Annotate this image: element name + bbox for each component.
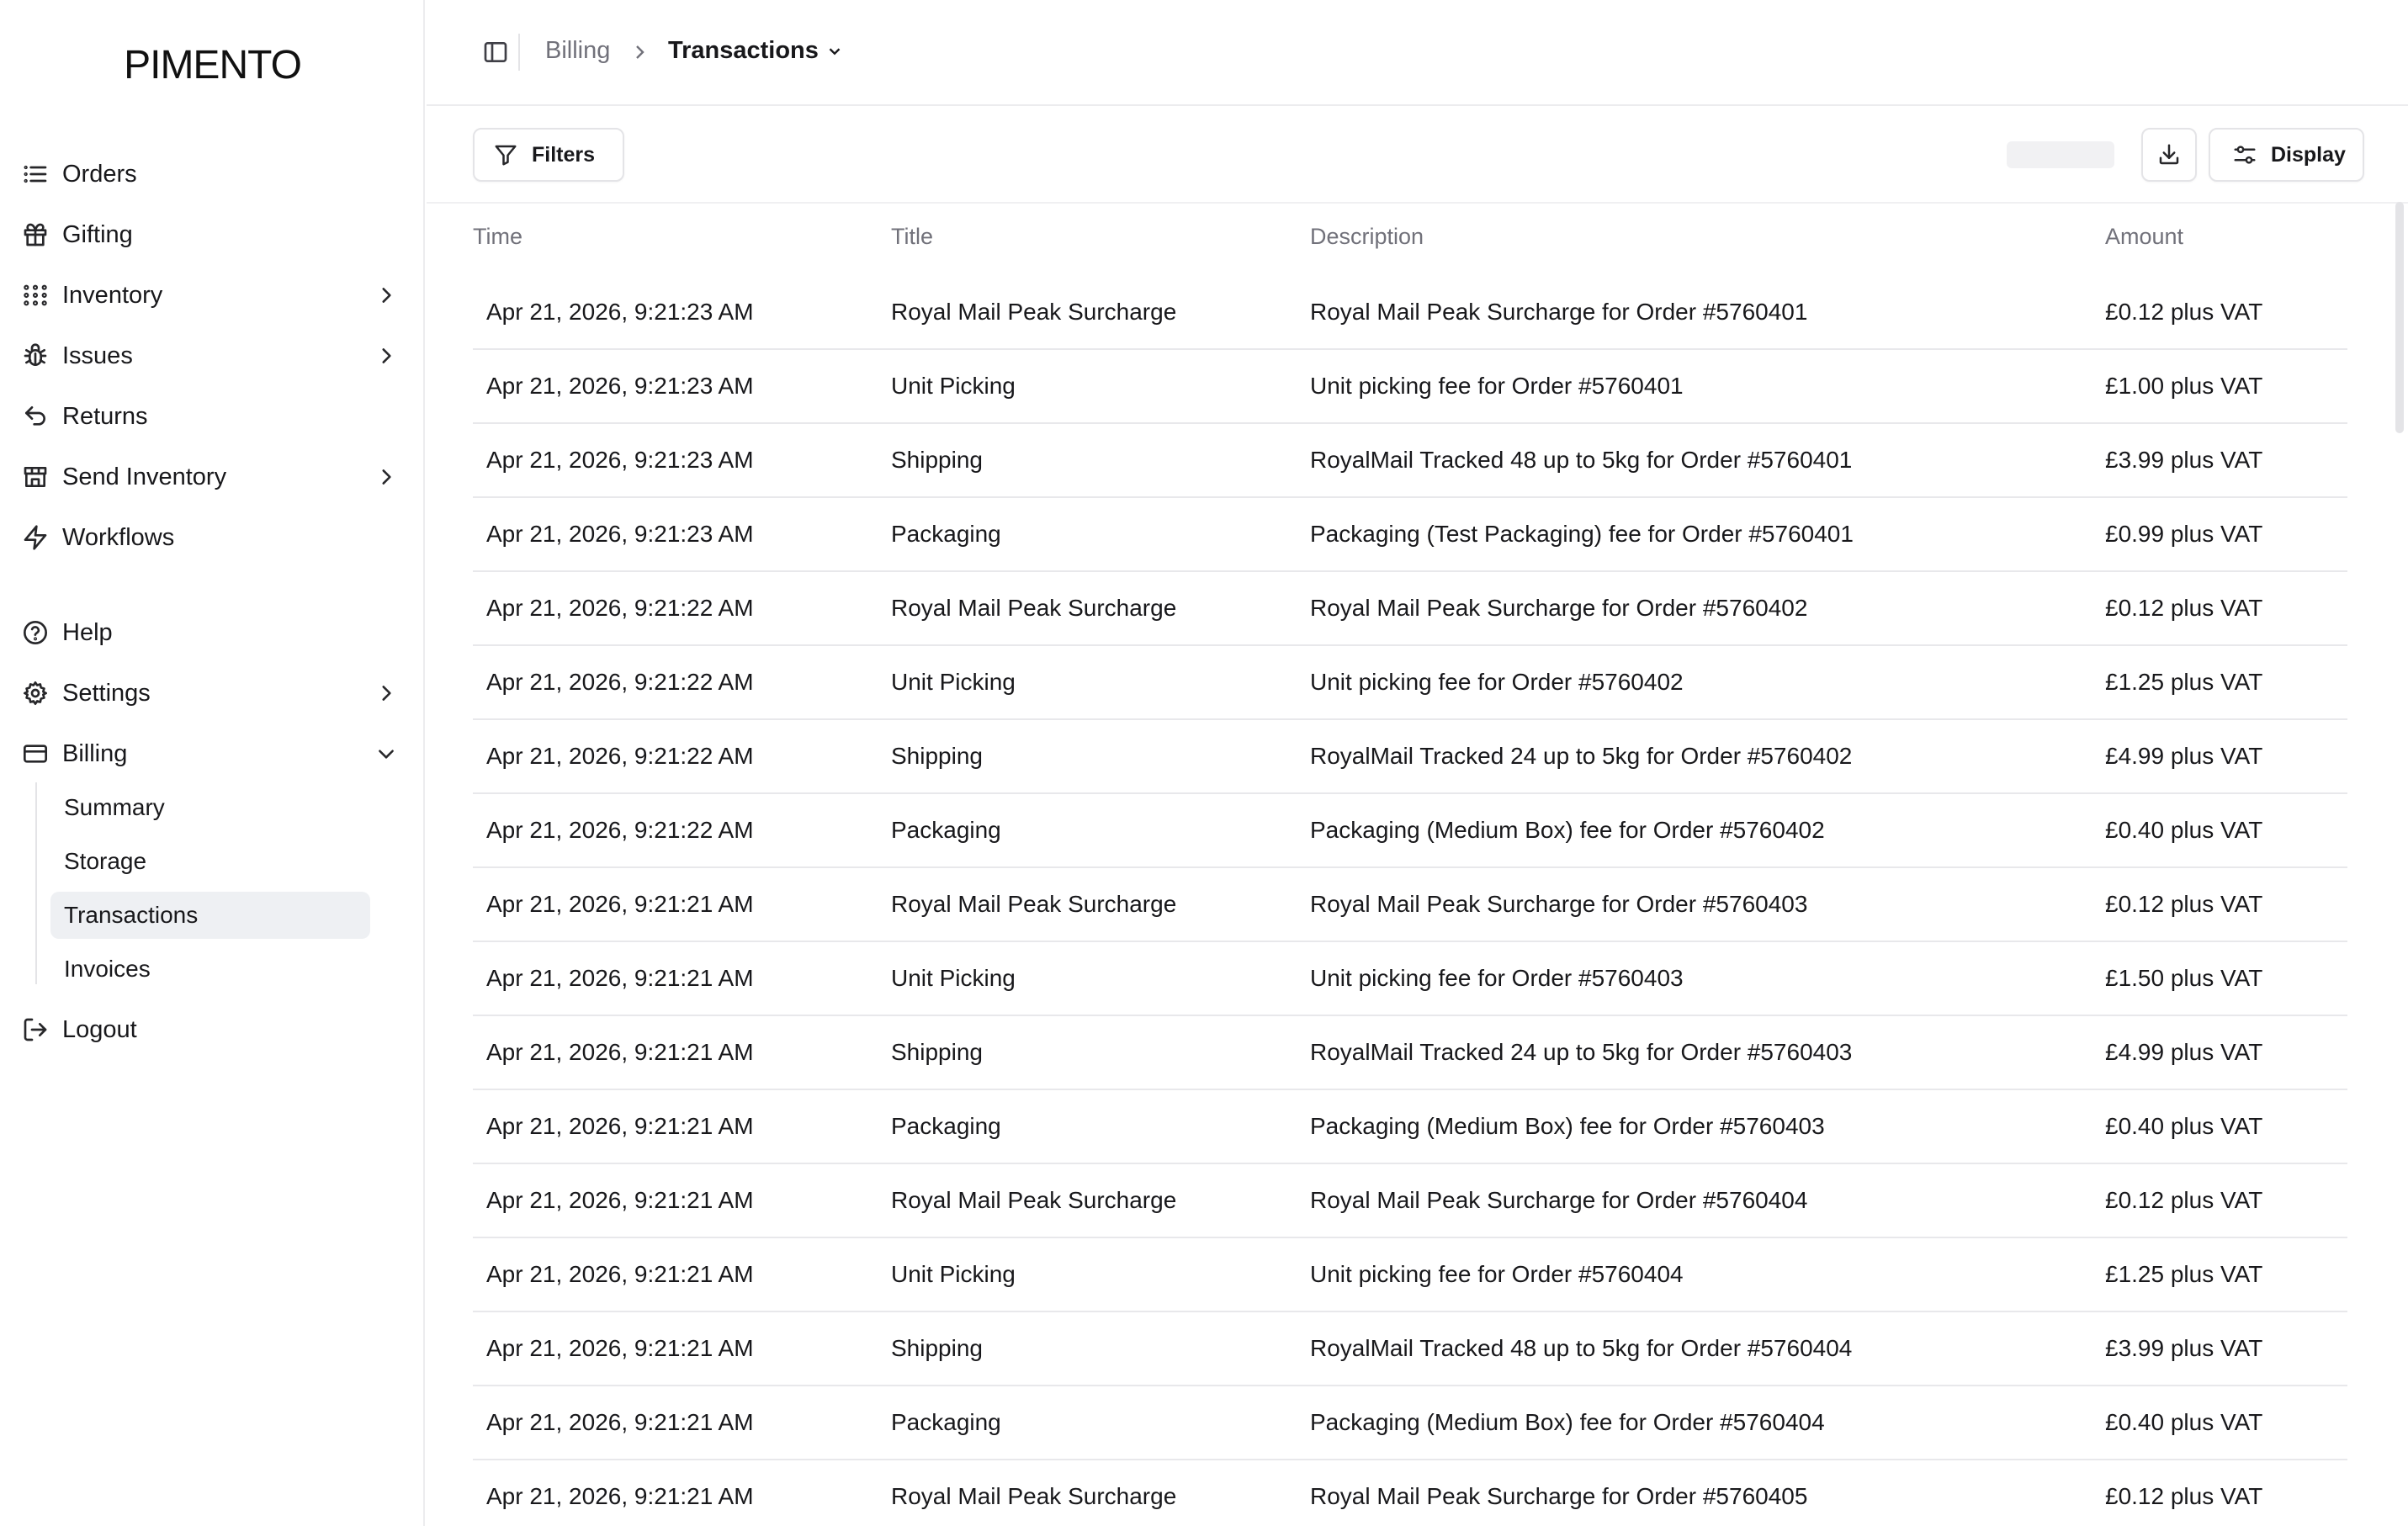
cell-title: Royal Mail Peak Surcharge — [891, 1483, 1177, 1509]
sidebar-item-billing[interactable] — [20, 729, 399, 779]
sidebar-item-label: Workflows — [62, 523, 175, 551]
cell-title: Unit Picking — [891, 669, 1016, 695]
cell-title: Unit Picking — [891, 965, 1016, 991]
cell-title: Royal Mail Peak Surcharge — [891, 891, 1177, 917]
lightning-icon — [20, 522, 50, 553]
cell-title: Packaging — [891, 1113, 1001, 1139]
sidebar-item-orders[interactable] — [20, 149, 399, 199]
cell-time: Apr 21, 2026, 9:21:23 AM — [486, 373, 754, 399]
sidebar-item-returns[interactable] — [20, 391, 399, 442]
chevron-down-icon — [825, 42, 844, 61]
display-label: Display — [2271, 142, 2346, 167]
sidebar-subitem-summary[interactable]: Summary — [64, 794, 165, 820]
cell-time: Apr 21, 2026, 9:21:21 AM — [486, 1113, 754, 1139]
cell-title: Shipping — [891, 1335, 983, 1361]
column-header-title[interactable]: Title — [891, 224, 934, 249]
return-arrow-icon — [20, 401, 50, 432]
cell-amount: £1.25 plus VAT — [2105, 1261, 2263, 1287]
sidebar-item-inventory[interactable] — [20, 270, 399, 321]
cell-title: Packaging — [891, 521, 1001, 547]
grid-dots-icon — [20, 280, 50, 310]
cell-amount: £1.25 plus VAT — [2105, 669, 2263, 695]
credit-card-icon — [20, 739, 50, 769]
column-header-time[interactable]: Time — [473, 224, 522, 249]
cell-description: RoyalMail Tracked 24 up to 5kg for Order #5760402 — [1310, 743, 1853, 769]
sidebar-item-label: Returns — [62, 402, 148, 430]
table-row[interactable] — [473, 350, 2347, 424]
cell-title: Unit Picking — [891, 373, 1016, 399]
table-row[interactable] — [473, 1238, 2347, 1312]
store-icon — [20, 462, 50, 492]
cell-description: Packaging (Medium Box) fee for Order #5760402 — [1310, 817, 1825, 843]
cell-description: Unit picking fee for Order #5760402 — [1310, 669, 1684, 695]
sidebar-item-label: Orders — [62, 160, 137, 188]
cell-amount: £0.40 plus VAT — [2105, 817, 2263, 843]
scrollbar[interactable] — [2395, 202, 2404, 433]
cell-time: Apr 21, 2026, 9:21:22 AM — [486, 595, 754, 621]
sidebar-subitem-transactions[interactable]: Transactions — [50, 892, 370, 939]
sidebar-subitem-invoices[interactable]: Invoices — [64, 956, 151, 982]
table-row[interactable] — [473, 1312, 2347, 1386]
sidebar-item-label: Inventory — [62, 281, 163, 309]
chevron-right-icon — [374, 681, 399, 706]
logout-icon — [20, 1015, 50, 1045]
table-row[interactable] — [473, 498, 2347, 572]
display-button[interactable] — [2209, 128, 2364, 182]
cell-time: Apr 21, 2026, 9:21:23 AM — [486, 299, 754, 325]
sliders-icon — [2232, 142, 2257, 167]
column-header-description[interactable]: Description — [1310, 224, 1424, 249]
breadcrumb-separator-icon — [628, 37, 651, 67]
cell-title: Unit Picking — [891, 1261, 1016, 1287]
table-row[interactable] — [473, 572, 2347, 646]
cell-time: Apr 21, 2026, 9:21:21 AM — [486, 1483, 754, 1509]
cell-time: Apr 21, 2026, 9:21:21 AM — [486, 1335, 754, 1361]
sidebar-toggle-button[interactable] — [473, 34, 520, 71]
sidebar — [0, 0, 425, 1526]
column-header-amount[interactable]: Amount — [2105, 224, 2184, 249]
cell-time: Apr 21, 2026, 9:21:21 AM — [486, 891, 754, 917]
chevron-right-icon — [374, 464, 399, 490]
cell-description: Royal Mail Peak Surcharge for Order #5760402 — [1310, 595, 1808, 621]
cell-description: Packaging (Medium Box) fee for Order #5760404 — [1310, 1409, 1825, 1435]
cell-amount: £0.12 plus VAT — [2105, 1187, 2263, 1213]
cell-time: Apr 21, 2026, 9:21:23 AM — [486, 521, 754, 547]
cell-time: Apr 21, 2026, 9:21:21 AM — [486, 1409, 754, 1435]
download-button[interactable] — [2141, 128, 2197, 182]
sidebar-subitem-storage[interactable]: Storage — [64, 848, 147, 874]
cell-title: Packaging — [891, 817, 1001, 843]
cell-time: Apr 21, 2026, 9:21:22 AM — [486, 743, 754, 769]
cell-amount: £0.12 plus VAT — [2105, 299, 2263, 325]
cell-description: Royal Mail Peak Surcharge for Order #5760404 — [1310, 1187, 1808, 1213]
breadcrumb-current[interactable] — [668, 37, 844, 65]
sidebar-item-send-inventory[interactable] — [20, 452, 399, 502]
toolbar-divider — [427, 202, 2408, 204]
cell-time: Apr 21, 2026, 9:21:21 AM — [486, 1261, 754, 1287]
gift-icon — [20, 220, 50, 250]
bug-icon — [20, 341, 50, 371]
cell-amount: £0.12 plus VAT — [2105, 1483, 2263, 1509]
filters-button[interactable] — [473, 128, 624, 182]
sidebar-item-help[interactable] — [20, 607, 399, 658]
cell-amount: £0.12 plus VAT — [2105, 595, 2263, 621]
filter-icon — [493, 142, 518, 167]
gear-icon — [20, 678, 50, 708]
cell-time: Apr 21, 2026, 9:21:21 AM — [486, 965, 754, 991]
table-row[interactable] — [473, 1164, 2347, 1238]
cell-time: Apr 21, 2026, 9:21:21 AM — [486, 1187, 754, 1213]
table-row[interactable] — [473, 424, 2347, 498]
cell-description: RoyalMail Tracked 24 up to 5kg for Order #5760403 — [1310, 1039, 1853, 1065]
cell-amount: £3.99 plus VAT — [2105, 447, 2263, 473]
table-row[interactable] — [473, 942, 2347, 1016]
table-row[interactable] — [473, 646, 2347, 720]
cell-amount: £3.99 plus VAT — [2105, 1335, 2263, 1361]
cell-description: Royal Mail Peak Surcharge for Order #5760403 — [1310, 891, 1808, 917]
cell-amount: £0.99 plus VAT — [2105, 521, 2263, 547]
loading-placeholder — [2007, 141, 2114, 168]
cell-description: Packaging (Test Packaging) fee for Order #5760401 — [1310, 521, 1854, 547]
cell-description: Unit picking fee for Order #5760401 — [1310, 373, 1684, 399]
cell-title: Shipping — [891, 447, 983, 473]
cell-amount: £4.99 plus VAT — [2105, 743, 2263, 769]
cell-amount: £0.12 plus VAT — [2105, 891, 2263, 917]
table-row[interactable] — [473, 1460, 2347, 1526]
sidebar-item-settings[interactable] — [20, 668, 399, 718]
cell-description: Unit picking fee for Order #5760404 — [1310, 1261, 1684, 1287]
breadcrumb-current-label: Transactions — [668, 37, 819, 64]
cell-description: Royal Mail Peak Surcharge for Order #5760401 — [1310, 299, 1808, 325]
sidebar-item-label: Billing — [62, 739, 128, 767]
cell-title: Royal Mail Peak Surcharge — [891, 1187, 1177, 1213]
chevron-right-icon — [374, 343, 399, 368]
table-row[interactable] — [473, 1016, 2347, 1090]
filters-label: Filters — [532, 142, 596, 167]
cell-title: Packaging — [891, 1409, 1001, 1435]
panel-left-icon — [482, 39, 509, 66]
cell-amount: £1.00 plus VAT — [2105, 373, 2263, 399]
table-row[interactable] — [473, 276, 2347, 350]
sidebar-item-label: Gifting — [62, 220, 133, 248]
sidebar-item-label: Settings — [62, 679, 151, 707]
chevron-down-icon — [374, 741, 399, 766]
sidebar-item-issues[interactable] — [20, 331, 399, 381]
cell-time: Apr 21, 2026, 9:21:22 AM — [486, 669, 754, 695]
cell-amount: £0.40 plus VAT — [2105, 1409, 2263, 1435]
sidebar-item-label: Send Inventory — [62, 463, 227, 490]
cell-amount: £1.50 plus VAT — [2105, 965, 2263, 991]
list-icon — [20, 159, 50, 189]
cell-description: Royal Mail Peak Surcharge for Order #5760405 — [1310, 1483, 1808, 1509]
cell-description: RoyalMail Tracked 48 up to 5kg for Order #5760401 — [1310, 447, 1853, 473]
table-row[interactable] — [473, 794, 2347, 868]
cell-title: Shipping — [891, 1039, 983, 1065]
help-circle-icon — [20, 617, 50, 648]
sidebar-item-label: Help — [62, 618, 113, 646]
cell-title: Royal Mail Peak Surcharge — [891, 299, 1177, 325]
sidebar-item-label: Issues — [62, 342, 133, 369]
cell-description: Unit picking fee for Order #5760403 — [1310, 965, 1684, 991]
table-row[interactable] — [473, 1386, 2347, 1460]
cell-description: Packaging (Medium Box) fee for Order #5760403 — [1310, 1113, 1825, 1139]
cell-description: RoyalMail Tracked 48 up to 5kg for Order #5760404 — [1310, 1335, 1853, 1361]
table-row[interactable] — [473, 868, 2347, 942]
sidebar-item-logout[interactable] — [20, 1004, 399, 1055]
sidebar-item-label: Logout — [62, 1015, 137, 1043]
download-icon — [2156, 142, 2182, 167]
sidebar-item-gifting[interactable] — [20, 209, 399, 260]
cell-title: Royal Mail Peak Surcharge — [891, 595, 1177, 621]
cell-time: Apr 21, 2026, 9:21:22 AM — [486, 817, 754, 843]
cell-time: Apr 21, 2026, 9:21:21 AM — [486, 1039, 754, 1065]
subnav-divider — [35, 782, 37, 984]
table-row[interactable] — [473, 720, 2347, 794]
app-logo[interactable]: PIMENTO — [124, 43, 301, 87]
sidebar-item-workflows[interactable] — [20, 512, 399, 563]
cell-amount: £4.99 plus VAT — [2105, 1039, 2263, 1065]
chevron-right-icon — [374, 283, 399, 308]
cell-time: Apr 21, 2026, 9:21:23 AM — [486, 447, 754, 473]
breadcrumb-billing[interactable]: Billing — [545, 37, 611, 64]
cell-title: Shipping — [891, 743, 983, 769]
table-row[interactable] — [473, 1090, 2347, 1164]
cell-amount: £0.40 plus VAT — [2105, 1113, 2263, 1139]
